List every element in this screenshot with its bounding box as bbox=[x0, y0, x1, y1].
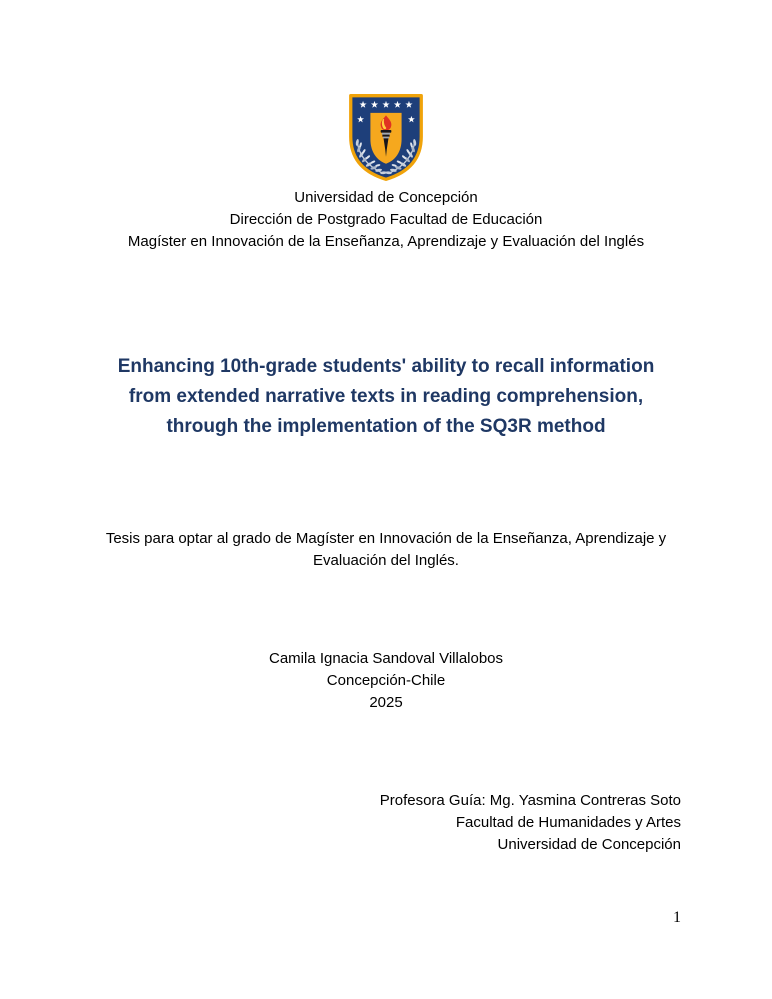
masters-program: Magíster en Innovación de la Enseñanza, Aprendizaje y Evaluación del Inglés bbox=[127, 233, 645, 250]
postgraduate-department: Dirección de Postgrado Facultad de Educación bbox=[229, 211, 543, 228]
page-number: 1 bbox=[673, 909, 681, 926]
advisor-name: Profesora Guía: Mg. Yasmina Contreras Soto bbox=[379, 792, 681, 809]
institution-header bbox=[0, 187, 772, 253]
university-name: Universidad de Concepción bbox=[294, 189, 478, 206]
advisor-faculty: Facultad de Humanidades y Artes bbox=[455, 814, 681, 831]
thesis-title-line: through the implementation of the SQ3R method bbox=[166, 416, 606, 437]
author-name: Camila Ignacia Sandoval Villalobos bbox=[268, 650, 504, 667]
thesis-title-line: from extended narrative texts in reading comprehension, bbox=[128, 386, 644, 407]
university-crest-icon bbox=[345, 91, 427, 184]
degree-statement bbox=[66, 528, 706, 572]
thesis-title bbox=[46, 352, 726, 442]
university-crest bbox=[345, 91, 427, 184]
author-location: Concepción-Chile bbox=[326, 672, 446, 689]
thesis-title-line: Enhancing 10th-grade students' ability to recall information bbox=[117, 356, 655, 377]
advisor-university: Universidad de Concepción bbox=[497, 836, 681, 853]
author-block bbox=[0, 648, 772, 714]
degree-statement-line: Evaluación del Inglés. bbox=[313, 552, 459, 569]
degree-statement-line: Tesis para optar al grado de Magíster en Innovación de la Enseñanza, Aprendizaje y bbox=[105, 530, 667, 547]
publication-year: 2025 bbox=[369, 694, 403, 711]
advisor-block bbox=[91, 790, 681, 856]
